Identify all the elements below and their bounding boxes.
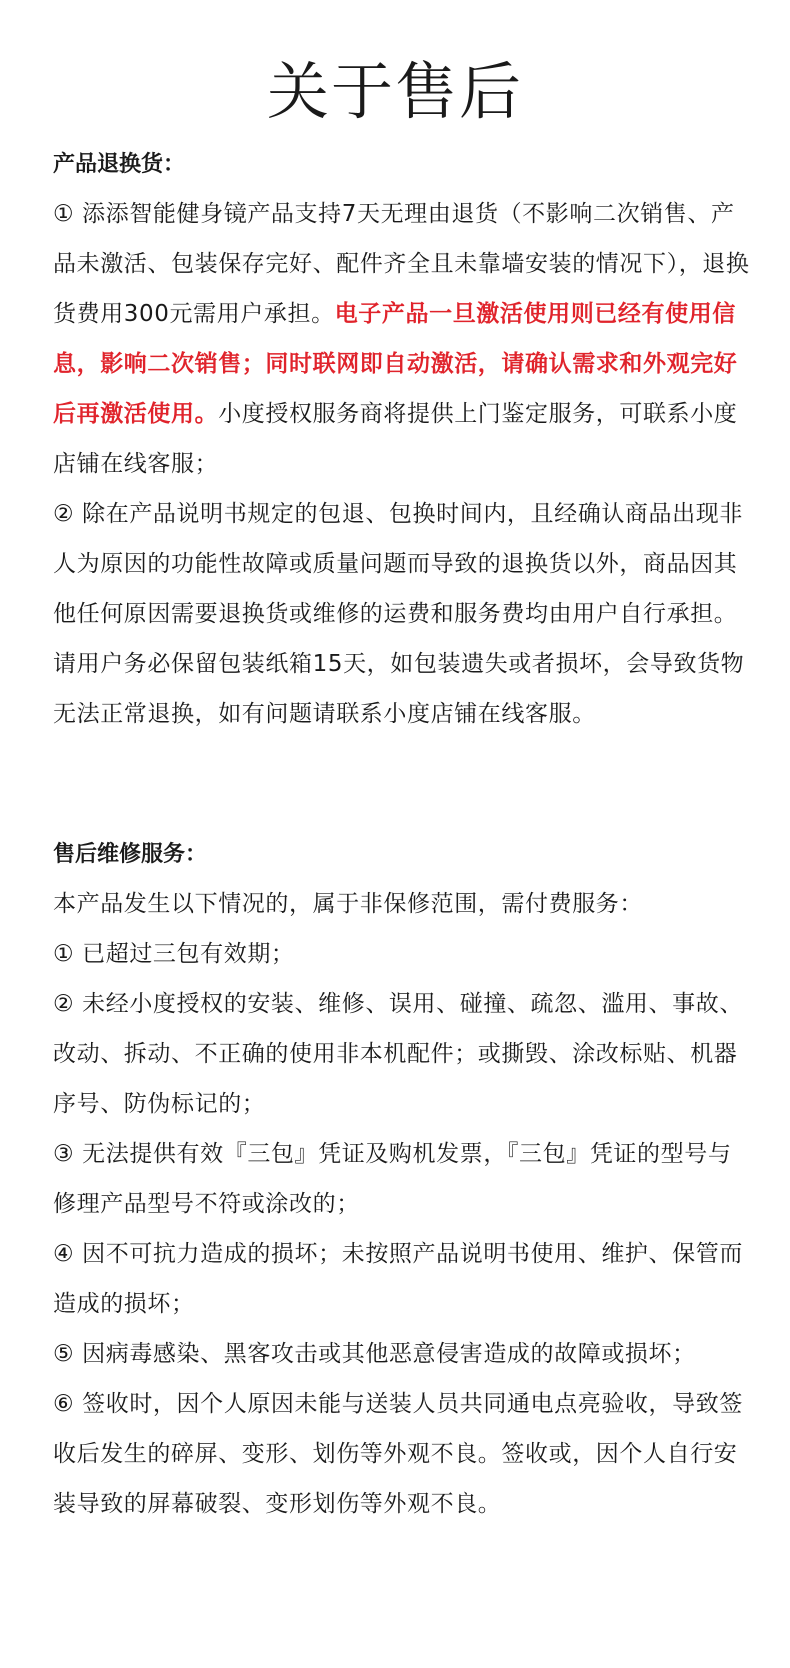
return-body: [53, 189, 750, 739]
repair-section: [53, 840, 750, 1529]
repair-item: ② 未经小度授权的安装、维修、误用、碰撞、疏忽、滥用、事故、改动、拆动、不正确的使用非本机配件；或撕毁、涂改标贴、机器序号、防伪标记的；: [53, 991, 743, 1117]
return-section: [53, 150, 750, 739]
return-item-2: ② 除在产品说明书规定的包退、包换时间内，且经确认商品出现非人为原因的功能性故障或质量问题而导致的退换货以外，商品因其他任何原因需要退换货或维修的运费和服务费均由用户自行承担。请用户务必保留包装纸箱15天，如包装遗失或者损坏，会导致货物无法正常退换，如有问题请联系小度店铺在线客服。: [53, 501, 745, 727]
return-item-1-service: 小度授权服务商将提供上门鉴定服务，可联系小度店铺在线客服；: [53, 401, 738, 477]
page-title: 关于售后: [266, 55, 523, 128]
repair-item: ① 已超过三包有效期；: [53, 941, 295, 967]
return-item-1-text: ① 添添智能健身镜产品支持7天无理由退货（不影响二次销售、产品未激活、包装保存完好、配件齐全且未靠墙安装的情况下），退换货费用300元需用户承担。: [53, 201, 750, 327]
repair-item: ⑥ 签收时，因个人原因未能与送装人员共同通电点亮验收，导致签收后发生的碎屏、变形、划伤等外观不良。签收或，因个人自行安装导致的屏幕破裂、变形划伤等外观不良。: [53, 1391, 743, 1517]
repair-item: ⑤ 因病毒感染、黑客攻击或其他恶意侵害造成的故障或损坏；: [53, 1341, 696, 1367]
activation-warning: 电子产品一旦激活使用则已经有使用信息，影响二次销售；同时联网即自动激活，请确认需求和外观完好后再激活使用。: [53, 301, 738, 427]
repair-item: ④ 因不可抗力造成的损坏；未按照产品说明书使用、维护、保管而造成的损坏；: [53, 1241, 743, 1317]
repair-body: [53, 879, 750, 1529]
repair-heading: 售后维修服务：: [53, 842, 208, 867]
return-heading: 产品退换货：: [53, 152, 186, 177]
repair-item: ③ 无法提供有效『三包』凭证及购机发票，『三包』凭证的型号与修理产品型号不符或涂改的；: [53, 1141, 732, 1217]
return-item-1: [53, 189, 750, 489]
repair-intro: 本产品发生以下情况的，属于非保修范围，需付费服务：: [53, 891, 643, 917]
